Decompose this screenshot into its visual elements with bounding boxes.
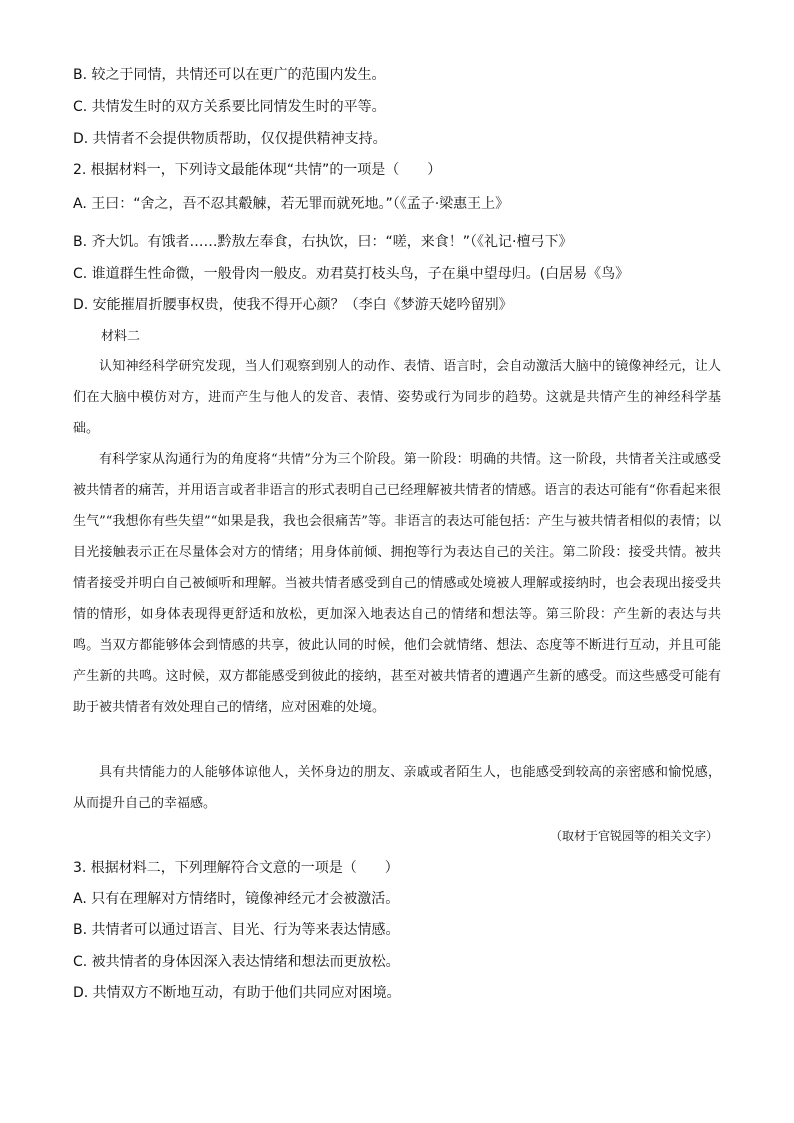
q3-option-a: A. 只有在理解对方情绪时，镜像神经元才会被激活。 [73,891,400,907]
q2-option-c: C. 谁道群生性命微，一般骨肉一般皮。劝君莫打枝头鸟，子在巢中望母归。(白居易《鸟》 [73,266,630,282]
q3-option-c: C. 被共情者的身体因深入表达情绪和想法而更放松。 [73,954,400,970]
q3-stem: 3. 根据材料二，下列理解符合文意的一项是（ ） [73,860,399,876]
q2-option-d: D. 安能摧眉折腰事权贵，使我不得开心颜？（李白《梦游天姥吟留别》 [73,297,513,313]
q1-option-b: B. 较之于同情，共情还可以在更广的范围内发生。 [73,67,386,83]
q2-stem: 2. 根据材料一，下列诗文最能体现“共情”的一项是（ ） [73,162,442,178]
q1-option-c: C. 共情发生时的双方关系要比同情发生时的平等。 [73,99,386,115]
material2-paragraph-1: 认知神经科学研究发现，当人们观察到别人的动作、表情、语言时，会自动激活大脑中的镜像神经元，让人们在大脑中模仿对方，进而产生与他人的发音、表情、姿势或行为同步的趋势。这就是共情产生的神经科学基础。 [73,359,721,436]
q2-option-a: A. 王曰：“舍之，吾不忍其觳觫，若无罪而就死地。”（《孟子·梁惠王上》 [73,196,510,212]
q1-option-d: D. 共情者不会提供物质帮助，仅仅提供精神支持。 [73,131,387,147]
material2-paragraph-2: 有科学家从沟通行为的角度将“共情”分为三个阶段。第一阶段：明确的共情。这一阶段，共情者关注或感受被共情者的痛苦，并用语言或者非语言的形式表明自己已经理解被共情者的情感。语言的表达可能有“你看起来很生气”“我想你有些失望”“如果是我，我也会很痛苦”等。非语言的表达可能包括：产生与被共情者相似的表情；以目光接触表示正在尽量体会对方的情绪；用身体前倾、拥抱等行为表达自己的关注。第二阶段：接受共情。被共情者接受并明白自己被倾听和理解。当被共情者感受到自己的情感或处境被人理解或接纳时，也会表现出接受共情的情形，如身体表现得更舒适和放松，更加深入地表达自己的情绪和想法等。第三阶段：产生新的表达与共鸣。当双方都能够体会到情感的共享，彼此认同的时候，他们会就情绪、想法、态度等不断进行互动，并且可能产生新的共鸣。这时候，双方都能感受到彼此的接纳，甚至对被共情者的遭遇产生新的感受。而这些感受可能有助于被共情者有效处理自己的情绪，应对困难的处境。 [73,452,721,715]
material2-source: （取材于官锐园等的相关文字） [549,829,718,843]
q2-option-b: B. 齐大饥。有饿者……黔敖左奉食，右执饮，曰：“嗟，来食！”（《礼记·檀弓下》 [73,234,573,250]
q3-option-d: D. 共情双方不断地互动，有助于他们共同应对困境。 [73,985,401,1001]
material2-heading: 材料二 [101,329,141,344]
q3-option-b: B. 共情者可以通过语言、目光、行为等来表达情感。 [73,922,400,938]
material2-paragraph-3: 具有共情能力的人能够体谅他人，关怀身边的朋友、亲戚或者陌生人，也能感受到较高的亲密感和愉悦感，从而提升自己的幸福感。 [73,765,721,811]
